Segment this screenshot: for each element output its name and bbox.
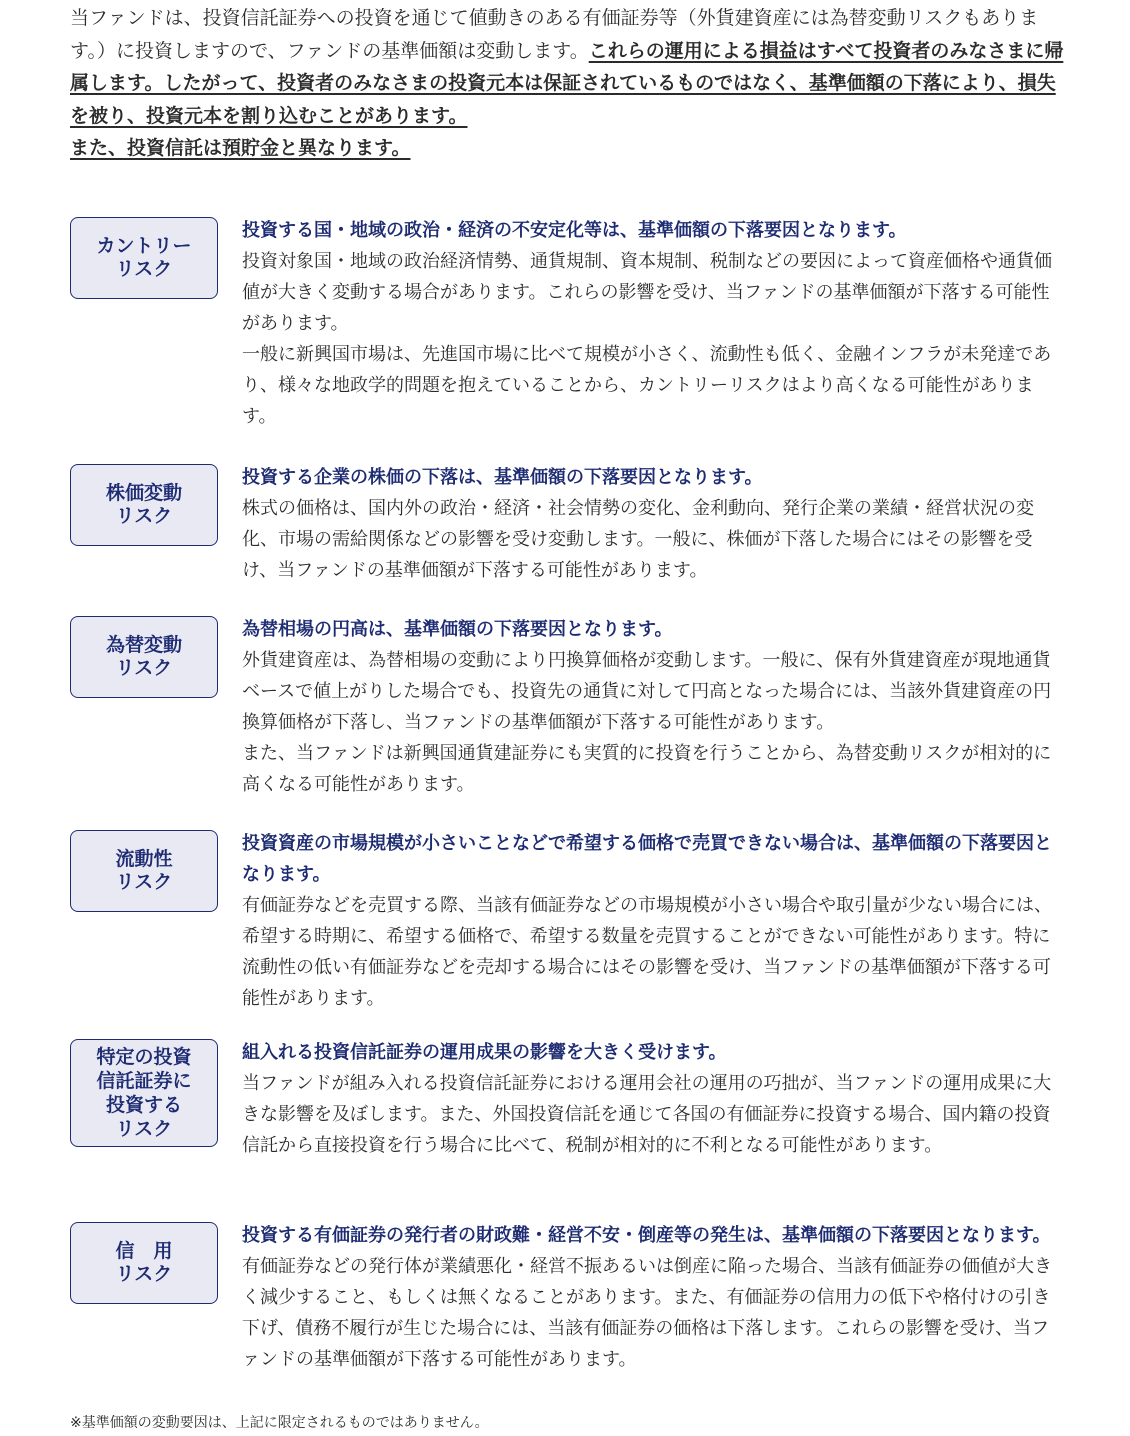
risk-content — [242, 1037, 1062, 1161]
risk-headline: 投資資産の市場規模が小さいことなどで希望する価格で売買できない場合は、基準価額の下落要因となります。 — [242, 833, 1052, 885]
risk-body-paragraph: 投資対象国・地域の政治経済情勢、通貨規制、資本規制、税制などの要因によって資産価格や通貨価値が大きく変動する場合があります。これらの影響を受け、当ファンドの基準価額が下落する可能性があります。 — [242, 251, 1052, 334]
risk-body-paragraph: 当ファンドが組み入れる投資信託証券における運用会社の運用の巧拙が、当ファンドの運用成果に大きな影響を及ぼします。また、外国投資信託を通じて各国の有価証券に投資する場合、国内籍の投資信託から直接投資を行う場合に比べて、税制が相対的に不利となる可能性があります。 — [242, 1073, 1052, 1156]
intro-plain: 当ファンドは、投資信託証券への投資を通じて値動きのある有価証券等（外貨建資産には為替変動リスクもあります。）に投資しますので、ファンドの基準価額は変動します。 — [70, 7, 1039, 62]
risk-label-stock-price: 株価変動 リスク — [70, 464, 218, 546]
risk-content — [242, 462, 1062, 586]
risk-headline: 組入れる投資信託証券の運用成果の影響を大きく受けます。 — [242, 1042, 727, 1063]
risk-content — [242, 828, 1062, 1014]
risk-label-country: カントリー リスク — [70, 217, 218, 299]
risk-label-liquidity: 流動性 リスク — [70, 830, 218, 912]
risk-body-paragraph: 有価証券などを売買する際、当該有価証券などの市場規模が小さい場合や取引量が少ない場合には、希望する時期に、希望する価格で、希望する数量を売買することができない可能性があります。特に流動性の低い有価証券などを売却する場合にはその影響を受け、当ファンドの基準価額が下落する可能性があります。 — [242, 895, 1052, 1009]
risk-label-specific-fund: 特定の投資 信託証券に 投資する リスク — [70, 1039, 218, 1147]
intro-emphasis-1: これらの運用による損益はすべて投資者のみなさまに帰属します。したがって、投資者のみなさまの投資元本は保証されているものではなく、基準価額の下落により、損失を被り、投資元本を割り込むことがあります。 — [70, 39, 1064, 127]
risk-content — [242, 614, 1062, 800]
intro-paragraph — [70, 2, 1065, 165]
risk-label-fx: 為替変動 リスク — [70, 616, 218, 698]
footnote: ※基準価額の変動要因は、上記に限定されるものではありません。 — [70, 1415, 489, 1431]
risk-body-paragraph: また、当ファンドは新興国通貨建証券にも実質的に投資を行うことから、為替変動リスクが相対的に高くなる可能性があります。 — [242, 743, 1052, 795]
intro-emphasis-2: また、投資信託は預貯金と異なります。 — [70, 137, 411, 159]
risk-content — [242, 1220, 1062, 1375]
risk-label-credit: 信 用 リスク — [70, 1222, 218, 1304]
risk-body-paragraph: 株式の価格は、国内外の政治・経済・社会情勢の変化、金利動向、発行企業の業績・経営状況の変化、市場の需給関係などの影響を受け変動します。一般に、株価が下落した場合にはその影響を受け、当ファンドの基準価額が下落する可能性があります。 — [242, 498, 1034, 581]
risk-headline: 投資する有価証券の発行者の財政難・経営不安・倒産等の発生は、基準価額の下落要因となります。 — [242, 1225, 1051, 1246]
risk-body-paragraph: 一般に新興国市場は、先進国市場に比べて規模が小さく、流動性も低く、金融インフラが未発達であり、様々な地政学的問題を抱えていることから、カントリーリスクはより高くなる可能性があります。 — [242, 344, 1052, 427]
risk-headline: 投資する企業の株価の下落は、基準価額の下落要因となります。 — [242, 467, 763, 488]
risk-content — [242, 215, 1062, 432]
risk-headline: 投資する国・地域の政治・経済の不安定化等は、基準価額の下落要因となります。 — [242, 220, 907, 241]
risk-body-paragraph: 有価証券などの発行体が業績悪化・経営不振あるいは倒産に陥った場合、当該有価証券の価値が大きく減少すること、もしくは無くなることがあります。また、有価証券の信用力の低下や格付けの引き下げ、債務不履行が生じた場合には、当該有価証券の価格は下落します。これらの影響を受け、当ファンドの基準価額が下落する可能性があります。 — [242, 1256, 1052, 1370]
risk-headline: 為替相場の円高は、基準価額の下落要因となります。 — [242, 619, 673, 640]
risk-body-paragraph: 外貨建資産は、為替相場の変動により円換算価格が変動します。一般に、保有外貨建資産が現地通貨ベースで値上がりした場合でも、投資先の通貨に対して円高となった場合には、当該外貨建資産の円換算価格が下落し、当ファンドの基準価額が下落する可能性があります。 — [242, 650, 1052, 733]
